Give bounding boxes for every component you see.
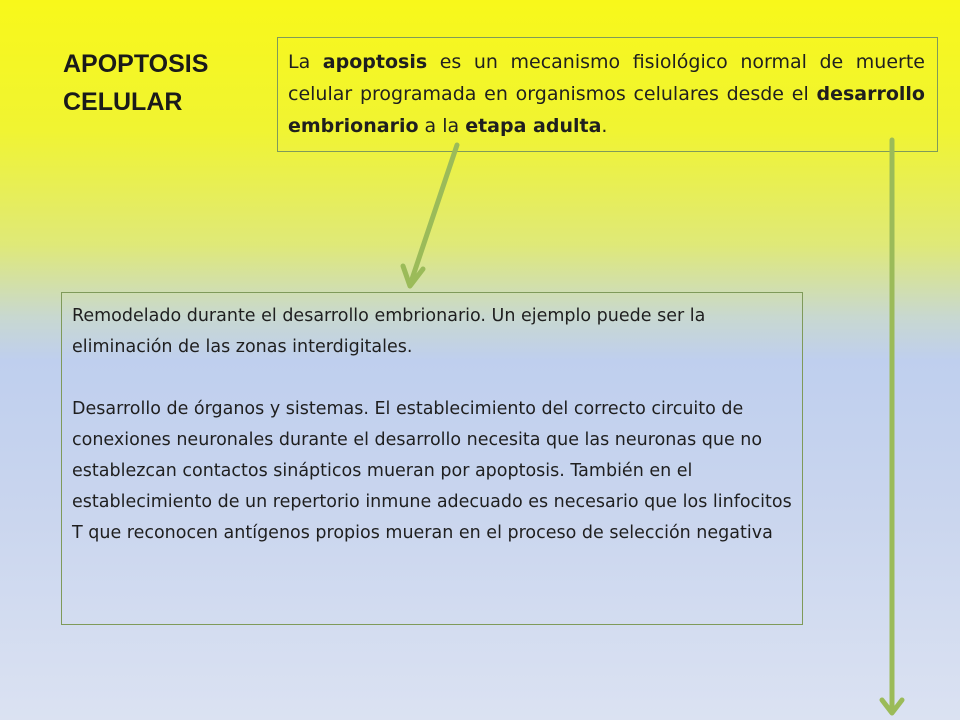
arrow-to-details-box bbox=[403, 145, 457, 286]
arrow-down-right bbox=[882, 140, 902, 713]
definition-text-3: a la bbox=[418, 115, 466, 137]
details-paragraph-1: Remodelado durante el desarrollo embrionario. Un ejemplo puede ser la eliminación de las zonas interdigitales. bbox=[72, 306, 706, 357]
definition-text-4: . bbox=[601, 115, 608, 137]
definition-term-embryonic: desarrollo embrionario bbox=[288, 83, 925, 137]
title-line-2: CELULAR bbox=[63, 88, 183, 116]
definition-text-1: La bbox=[288, 51, 323, 73]
definition-term-apoptosis: apoptosis bbox=[322, 51, 428, 73]
definition-term-adult: etapa adulta bbox=[465, 115, 602, 137]
definition-text-2: es un mecanismo fisiológico normal de muerte celular programada en organismos celulares desde el bbox=[288, 51, 925, 105]
title-line-1: APOPTOSIS bbox=[63, 50, 209, 78]
details-paragraph-2: Desarrollo de órganos y sistemas. El establecimiento del correcto circuito de conexiones neuronales durante el desarrollo necesita que las neuronas que no establezcan contactos sinápticos mueran por apoptosis. También en el establecimiento de un repertorio inmune adecuado es necesario que los linfocitos T que reconocen antígenos propios mueran en el proceso de selección negativa bbox=[72, 399, 792, 543]
